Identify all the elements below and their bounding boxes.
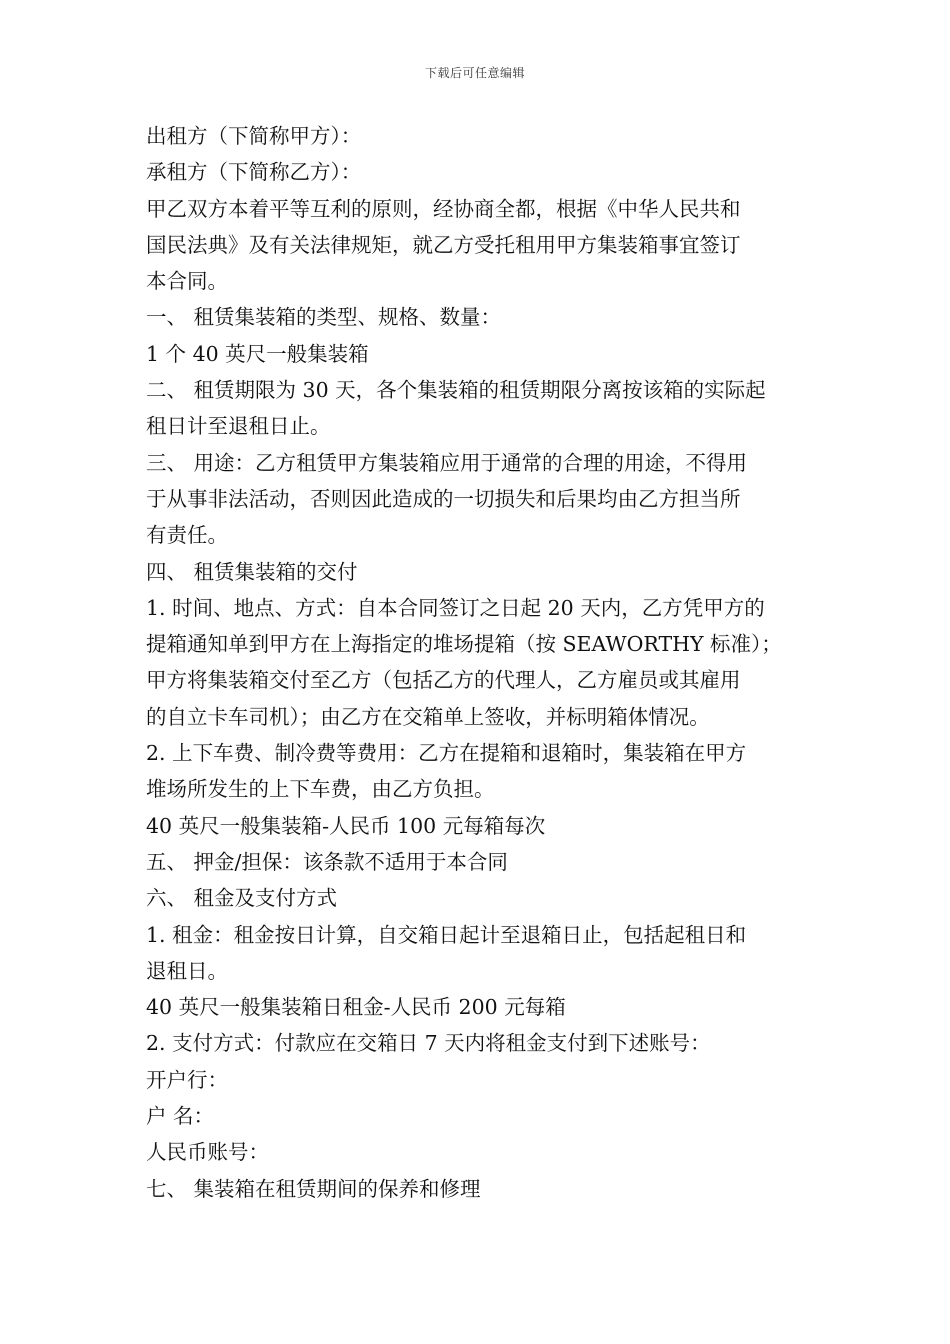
section-6-rent-line: 40 英尺一般集装箱日租金-人民币 200 元每箱	[146, 995, 566, 1020]
lessor-line: 出租方（下简称甲方）：	[146, 124, 362, 148]
section-3-line-3: 有责任。	[146, 523, 228, 548]
preamble-line-1: 甲乙双方本着平等互利的原则，经协商全都，根据《中华人民共和	[146, 196, 741, 221]
section-3-line-1: 三、 用途：乙方租赁甲方集装箱应用于通常的合理的用途，不得用	[146, 450, 748, 475]
section-6-item-1-line-2: 退租日。	[146, 958, 228, 983]
section-6-item-2-line: 2. 支付方式：付款应在交箱日 7 天内将租金支付到下述账号：	[146, 1031, 711, 1056]
section-6-item-1-line-1: 1. 租金：租金按日计算，自交箱日起计至退箱日止，包括起租日和	[146, 922, 747, 947]
section-7-heading: 七、 集装箱在租赁期间的保养和修理	[146, 1176, 481, 1201]
section-4-heading: 四、 租赁集装箱的交付	[146, 559, 358, 584]
section-4-item-1-line-4: 的自立卡车司机）；由乙方在交箱单上签收，并标明箱体情况。	[146, 704, 710, 729]
section-4-fee-line: 40 英尺一般集装箱-人民币 100 元每箱每次	[146, 813, 546, 838]
section-2-line-1: 二、 租赁期限为 30 天，各个集装箱的租赁期限分离按该箱的实际起	[146, 378, 766, 403]
section-4-item-1-line-3: 甲方将集装箱交付至乙方（包括乙方的代理人，乙方雇员或其雇用	[146, 668, 741, 693]
section-4-item-1-line-1: 1. 时间、地点、方式：自本合同签订之日起 20 天内，乙方凭甲方的	[146, 595, 765, 620]
section-3-line-2: 于从事非法活动，否则因此造成的一切损失和后果均由乙方担当所	[146, 486, 741, 511]
section-6-heading: 六、 租金及支付方式	[146, 886, 338, 911]
bank-name-field: 开户行：	[146, 1067, 228, 1092]
section-2-line-2: 租日计至退租日止。	[146, 414, 331, 439]
account-name-field: 户 名：	[146, 1104, 215, 1129]
preamble-line-2: 国民法典》及有关法律规矩，就乙方受托租用甲方集装箱事宜签订	[146, 232, 741, 257]
section-4-item-2-line-1: 2. 上下车费、制冷费等费用：乙方在提箱和退箱时，集装箱在甲方	[146, 741, 747, 766]
section-1-item: 1 个 40 英尺一般集装箱	[146, 341, 369, 366]
section-4-item-2-line-2: 堆场所发生的上下车费，由乙方负担。	[146, 777, 495, 802]
lessee-line: 承租方（下简称乙方）：	[146, 160, 362, 185]
preamble-line-3: 本合同。	[146, 269, 228, 294]
rmb-account-field: 人民币账号：	[146, 1140, 269, 1165]
section-4-item-1-line-2: 提箱通知单到甲方在上海指定的堆场提箱（按 SEAWORTHY 标准）；	[146, 632, 782, 657]
document-body	[146, 118, 810, 1207]
section-1-heading: 一、 租赁集装箱的类型、规格、数量：	[146, 305, 502, 330]
section-5-heading: 五、 押金/担保：该条款不适用于本合同	[146, 849, 508, 874]
page-header: 下载后可任意编辑	[424, 66, 525, 80]
